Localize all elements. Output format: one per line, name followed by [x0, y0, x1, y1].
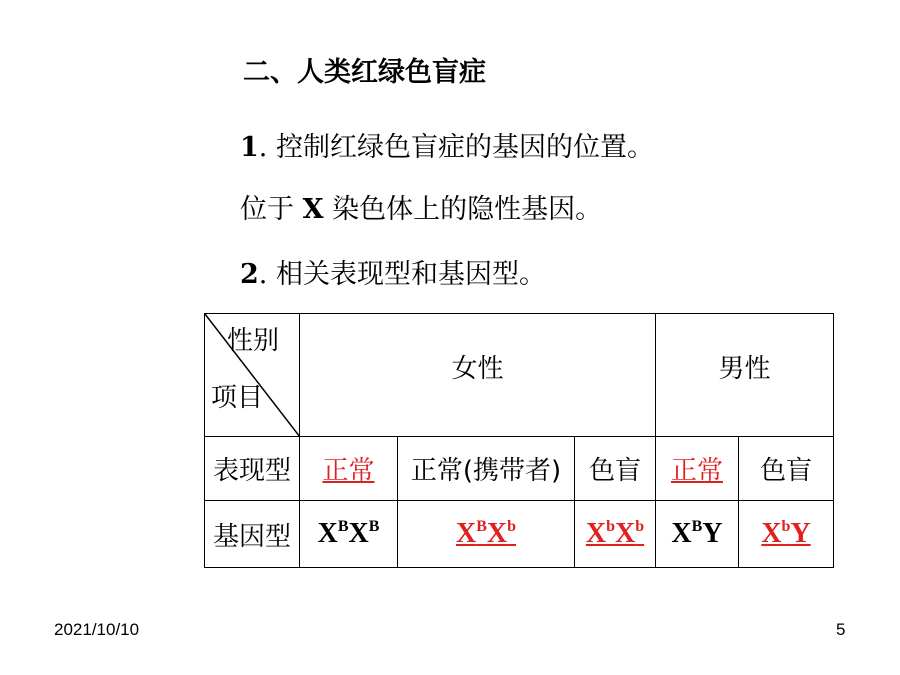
- corner-label-sex: 性别: [226, 326, 279, 356]
- chromosome-x: X: [302, 194, 324, 225]
- phenotype-male-colorblind: 色盲: [739, 437, 834, 501]
- genotype-female-carrier: $X^BX^b$: [398, 501, 575, 568]
- phenotype-genotype-text: . 相关表现型和基因型。: [258, 259, 546, 290]
- line-phenotype-genotype: [240, 252, 546, 291]
- phenotype-female-colorblind: 色盲: [575, 437, 656, 501]
- gene-location-text: . 控制红绿色盲症的基因的位置。: [258, 132, 654, 163]
- genotype-male-normal: $X^BY$: [656, 501, 739, 568]
- phenotype-female-normal: 正常: [300, 437, 398, 501]
- header-male: 男性: [656, 314, 834, 437]
- row-label-phenotype: 表现型: [205, 437, 300, 501]
- genotype-female-colorblind: $X^bX^b$: [575, 501, 656, 568]
- page-number: 5: [836, 620, 846, 639]
- header-female: 女性: [300, 314, 656, 437]
- corner-label-item: 项目: [211, 383, 264, 413]
- footer-date: 2021/10/10: [54, 620, 140, 639]
- line-gene-location: [240, 125, 654, 164]
- answer-prefix: 位于: [240, 194, 303, 225]
- item-number-1: 1: [240, 132, 259, 163]
- phenotype-female-carrier: 正常(携带者): [398, 437, 575, 501]
- row-label-genotype: 基因型: [205, 501, 300, 568]
- answer-suffix: 染色体上的隐性基因。: [323, 194, 603, 225]
- genotype-table: [204, 313, 834, 568]
- item-number-2: 2: [240, 259, 259, 290]
- phenotype-male-normal: 正常: [656, 437, 739, 501]
- section-title: 二、人类红绿色盲症: [243, 57, 486, 88]
- corner-header-cell: [205, 314, 300, 437]
- genotype-female-normal: $X^BX^B$: [300, 501, 398, 568]
- genotype-male-colorblind: $X^bY$: [739, 501, 834, 568]
- line-gene-answer: [240, 187, 602, 226]
